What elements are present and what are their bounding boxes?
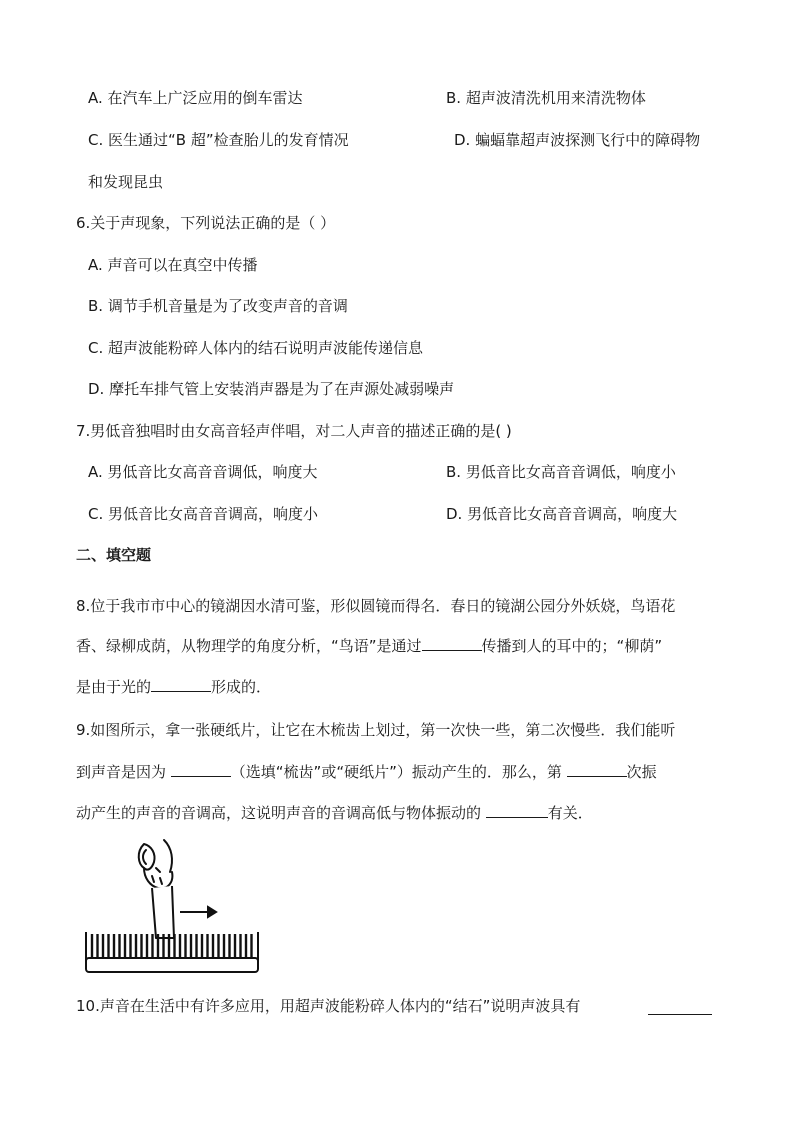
q5-option-a: A. 在汽车上广泛应用的倒车雷达 <box>88 89 303 107</box>
q9-blank-2[interactable] <box>567 762 627 777</box>
q9-line-3-text-a: 动产生的声音的音调高，这说明声音的音调高低与物体振动的 <box>76 804 486 822</box>
q8-blank-2[interactable] <box>151 677 211 692</box>
q9-line-2-text-b: （选填“梳齿”或“硬纸片”）振动产生的．那么，第 <box>230 763 567 781</box>
comb-and-card-figure <box>82 838 262 978</box>
q6-option-d: D. 摩托车排气管上安装消声器是为了在声源处减弱噪声 <box>88 380 455 398</box>
q8-line-1: 8.位于我市市中心的镜湖因水清可鉴，形似圆镜而得名．春日的镜湖公园分外妖娆，鸟语花 <box>76 597 676 615</box>
q6-option-c: C. 超声波能粉碎人体内的结石说明声波能传递信息 <box>88 339 424 357</box>
q9-line-3-text-b: 有关． <box>547 804 593 822</box>
q8-line-2-text-a: 香、绿柳成荫，从物理学的角度分析，“鸟语”是通过 <box>76 637 422 655</box>
q8-blank-1[interactable] <box>422 636 482 651</box>
q8-line-2 <box>76 636 662 656</box>
section-heading: 二、填空题 <box>76 546 152 564</box>
q6-option-b: B. 调节手机音量是为了改变声音的音调 <box>88 297 348 315</box>
q5-option-d-continued: 和发现昆虫 <box>88 173 164 191</box>
q7-option-b: B. 男低音比女高音音调低，响度小 <box>446 463 676 481</box>
q9-line-1: 9.如图所示，拿一张硬纸片，让它在木梳齿上划过，第一次快一些，第二次慢些．我们能听 <box>76 721 676 739</box>
hand-illustration <box>139 840 173 888</box>
q9-line-2-text-a: 到声音是因为 <box>76 763 171 781</box>
q5-option-c: C. 医生通过“B 超”检查胎儿的发育情况 <box>88 131 349 149</box>
q8-line-2-text-b: 传播到人的耳中的；“柳荫” <box>481 637 663 655</box>
q9-line-2 <box>76 762 657 782</box>
q7-option-a: A. 男低音比女高音音调低，响度大 <box>88 463 318 481</box>
paper-card <box>152 886 174 938</box>
q10-line-1: 10.声音在生活中有许多应用，用超声波能粉碎人体内的“结石”说明声波具有 <box>76 997 581 1015</box>
q8-line-3-text-b: 形成的． <box>211 678 272 696</box>
q9-line-3 <box>76 803 593 823</box>
q9-blank-1[interactable] <box>171 762 231 777</box>
q6-option-a: A. 声音可以在真空中传播 <box>88 256 258 274</box>
q5-option-b: B. 超声波清洗机用来清洗物体 <box>446 89 646 107</box>
q8-line-3-text-a: 是由于光的 <box>76 678 152 696</box>
q9-blank-3[interactable] <box>486 803 548 818</box>
q7-stem: 7.男低音独唱时由女高音轻声伴唱，对二人声音的描述正确的是( ) <box>76 422 512 440</box>
q7-option-d: D. 男低音比女高音音调高，响度大 <box>446 505 678 523</box>
q9-line-2-text-c: 次振 <box>626 763 657 781</box>
q8-line-3 <box>76 677 271 697</box>
q7-option-c: C. 男低音比女高音音调高，响度小 <box>88 505 319 523</box>
q6-stem: 6.关于声现象，下列说法正确的是（ ） <box>76 214 336 232</box>
q10-blank-1[interactable] <box>648 1000 712 1015</box>
q5-option-d: D. 蝙蝠靠超声波探测飞行中的障碍物 <box>454 131 701 149</box>
arrow-right-icon <box>180 907 216 917</box>
